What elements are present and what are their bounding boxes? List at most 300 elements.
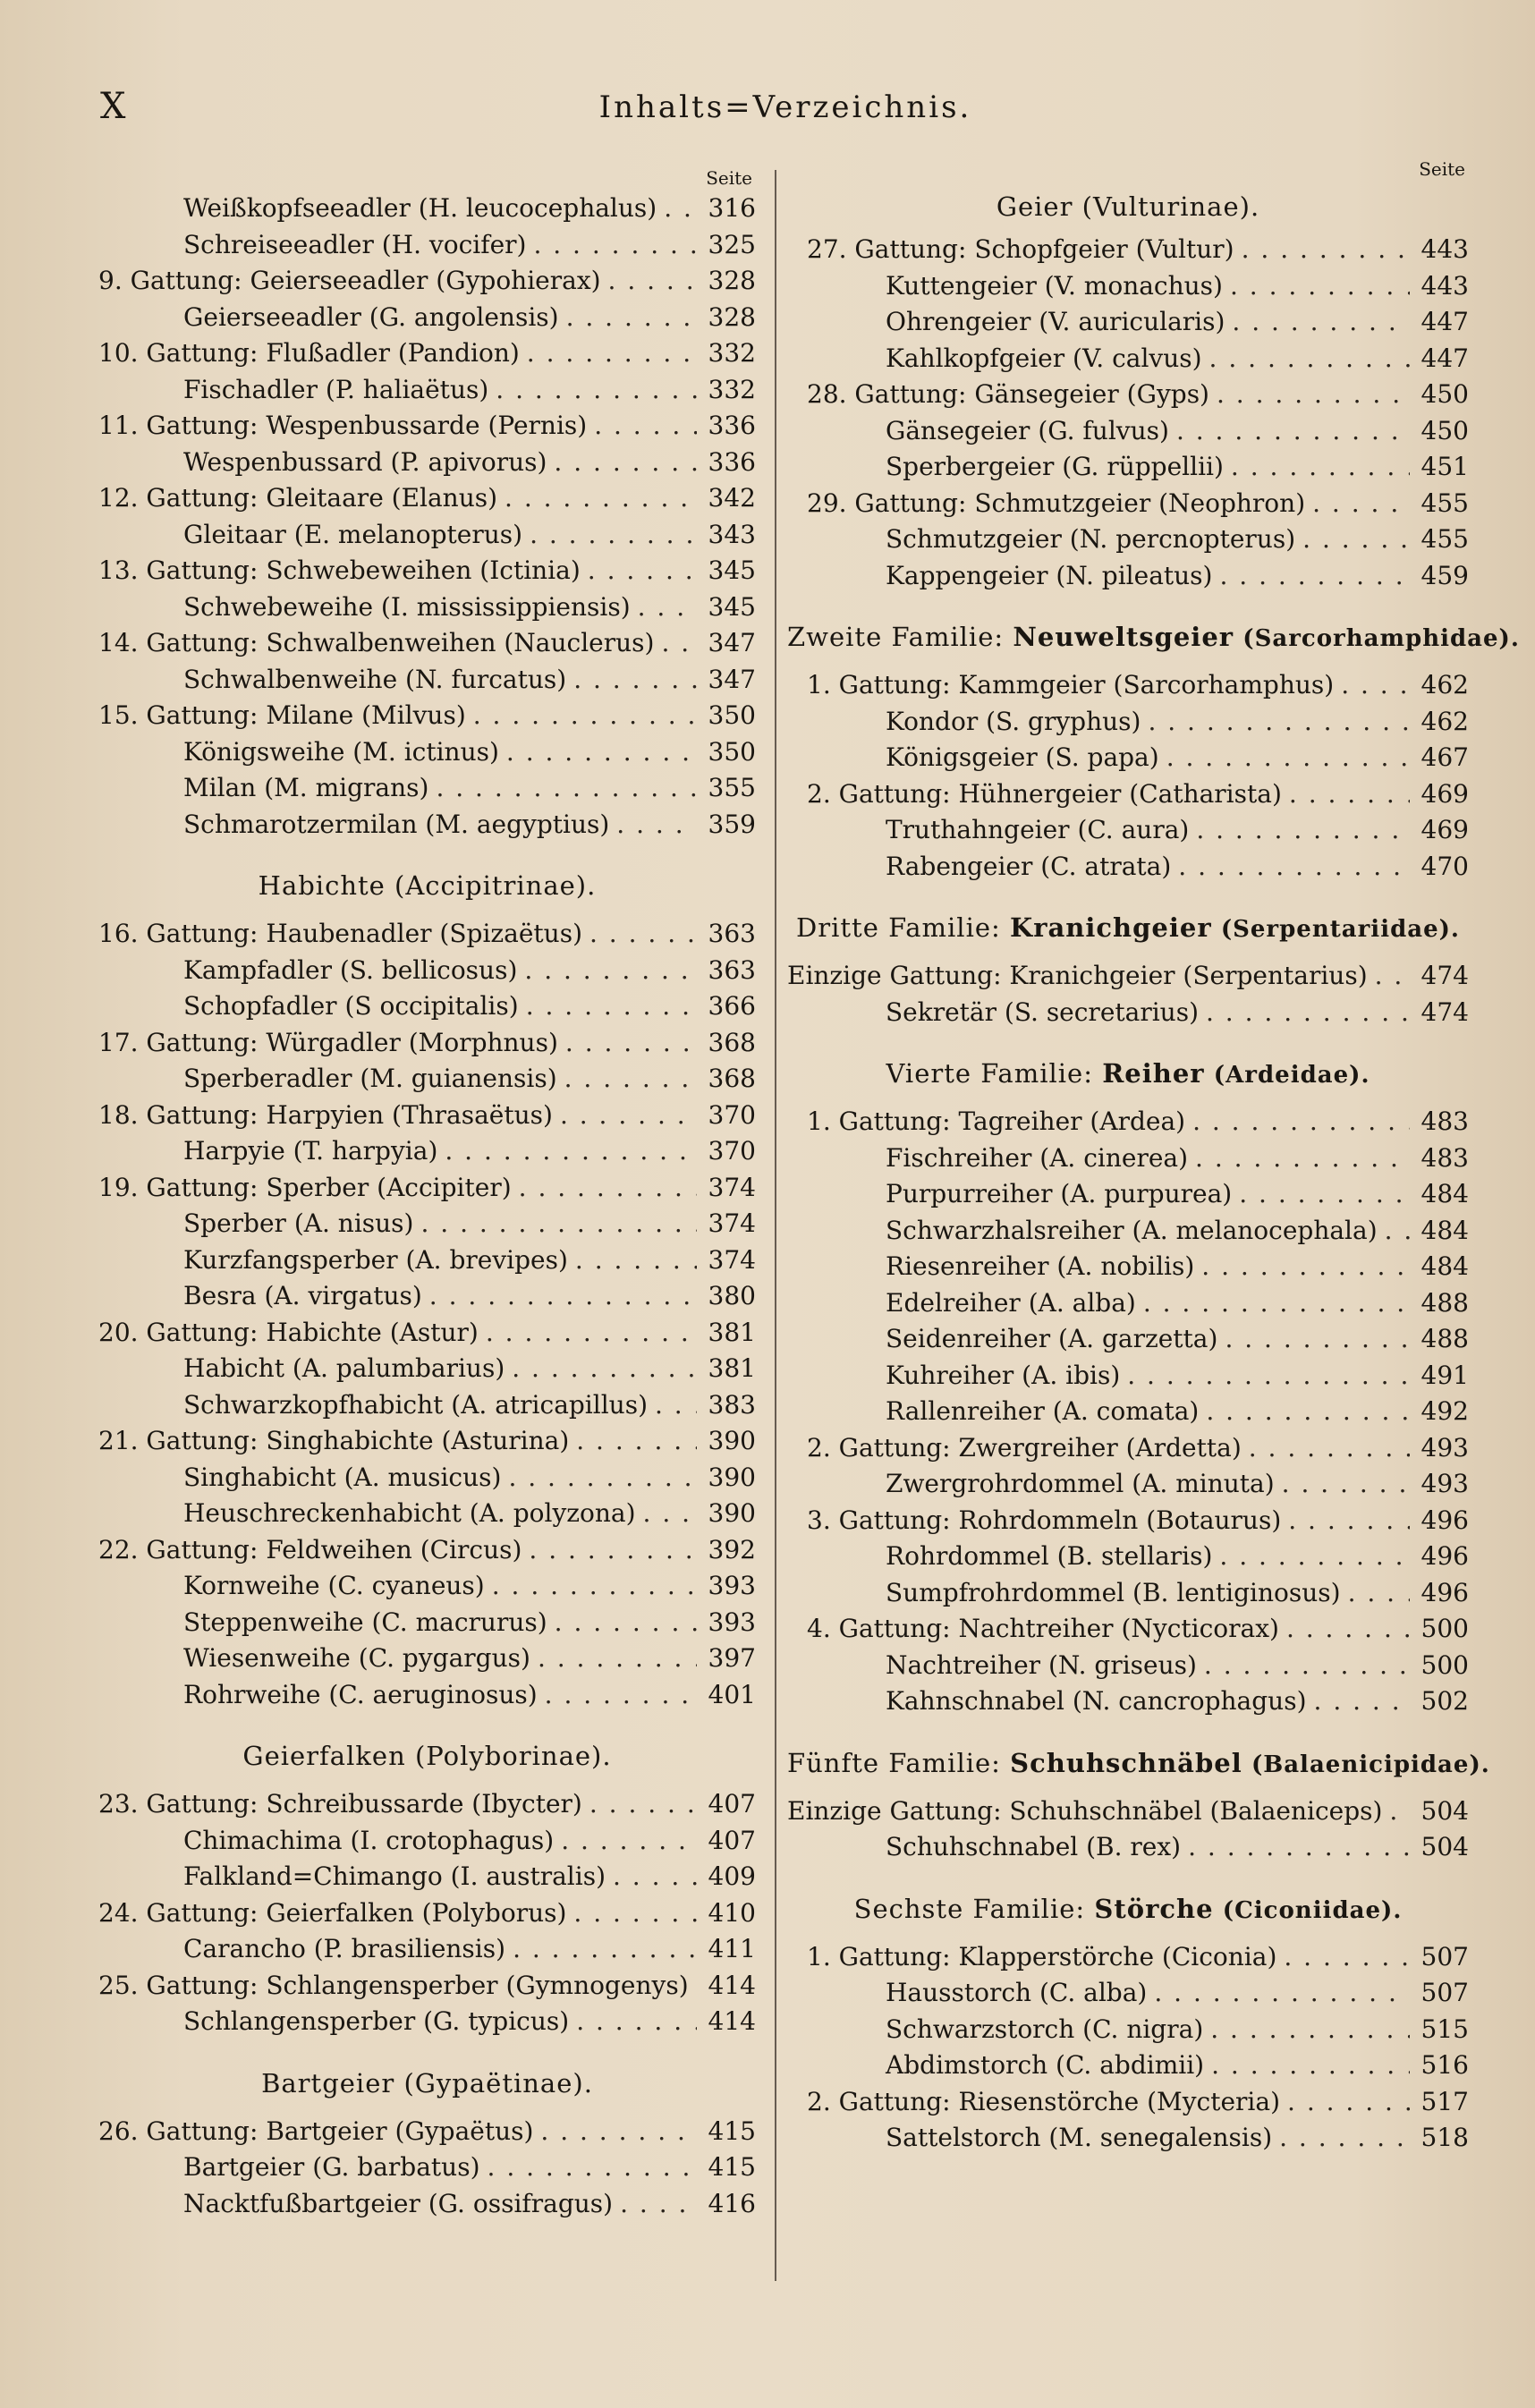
toc-species-entry <box>787 2012 1469 2048</box>
page-ref: 380 <box>708 1281 756 1310</box>
entry-title: Carancho (P. brasiliensis) <box>183 1934 506 1963</box>
page-ref: 374 <box>708 1244 756 1275</box>
entry-title: 23. Gattung: Schreibussarde (Ibycter) <box>98 1789 582 1819</box>
dot-leader <box>561 1823 697 1860</box>
entry-title: Schwarzstorch (C. nigra) <box>886 2014 1204 2044</box>
entry-title: 24. Gattung: Geierfalken (Polyborus) <box>98 1897 567 1928</box>
family-prefix: Dritte Familie: <box>796 912 1001 943</box>
toc-species-entry <box>98 372 756 409</box>
entry-title: 22. Gattung: Feldweihen (Circus) <box>98 1534 522 1564</box>
dot-leader <box>620 2186 697 2223</box>
dot-leader <box>473 698 697 734</box>
subfamily-heading: Habichte (Accipitrinae). <box>258 870 597 901</box>
toc-genus-entry <box>98 408 756 445</box>
family-prefix: Vierte Familie: <box>886 1058 1093 1089</box>
page-ref: 474 <box>1421 996 1469 1027</box>
entry-title: Milan (M. migrans) <box>183 773 429 802</box>
entry-title: 17. Gattung: Würgadler (Morphnus) <box>98 1027 558 1057</box>
dot-leader <box>524 953 697 989</box>
page-ref: 416 <box>708 2188 756 2218</box>
dot-leader <box>661 625 697 662</box>
toc-species-entry <box>98 1206 756 1242</box>
page-ref: 474 <box>1421 961 1469 990</box>
page-ref: 370 <box>708 1136 756 1166</box>
entry-title: 1. Gattung: Klapperstörche (Ciconia) <box>807 1941 1277 1971</box>
dot-leader <box>1282 1466 1410 1503</box>
entry-title: Kahnschnabel (N. cancrophagus) <box>886 1686 1307 1716</box>
dot-leader <box>1341 667 1410 704</box>
dot-leader <box>1348 1575 1410 1612</box>
toc-genus-entry <box>787 1430 1469 1467</box>
page-ref: 345 <box>708 591 756 622</box>
entry-title: Heuschreckenhabicht (A. polyzona) <box>183 1498 636 1528</box>
toc-species-entry <box>787 1466 1469 1503</box>
dot-leader <box>655 1387 697 1424</box>
dot-leader <box>429 1278 697 1315</box>
entry-title: 15. Gattung: Milane (Milvus) <box>98 700 466 730</box>
dot-leader <box>1188 1829 1410 1866</box>
page-ref: 350 <box>708 700 756 730</box>
dot-leader <box>1143 1285 1410 1322</box>
toc-species-entry <box>787 1648 1469 1684</box>
toc-species-entry <box>787 2048 1469 2084</box>
entry-title: Seidenreiher (A. garzetta) <box>886 1324 1218 1353</box>
page-ref: 502 <box>1421 1686 1469 1716</box>
dot-leader <box>576 2004 697 2040</box>
page-ref: 504 <box>1421 1832 1469 1861</box>
entry-title: Weißkopfseeadler (H. leucocephalus) <box>183 193 657 223</box>
toc-species-entry <box>98 1605 756 1641</box>
toc-species-entry <box>787 1140 1469 1177</box>
entry-title: Hausstorch (C. alba) <box>886 1978 1148 2007</box>
dot-leader <box>1209 341 1410 377</box>
dot-leader <box>1230 268 1410 305</box>
page-ref: 383 <box>708 1389 756 1420</box>
toc-species-entry <box>98 953 756 989</box>
dot-leader <box>420 1206 697 1242</box>
entry-title: 18. Gattung: Harpyien (Thrasaëtus) <box>98 1099 553 1130</box>
family-heading <box>787 1030 1469 1104</box>
entry-title: Kampfadler (S. bellicosus) <box>183 954 518 985</box>
dot-leader <box>1219 1539 1410 1575</box>
toc-species-entry <box>787 521 1469 558</box>
toc-species-entry <box>98 1641 756 1677</box>
toc-species-entry <box>787 1176 1469 1213</box>
toc-genus-entry <box>98 480 756 517</box>
dot-leader <box>1284 1939 1410 1976</box>
dot-leader <box>1166 740 1410 776</box>
entry-title: Fischadler (P. haliaëtus) <box>183 374 489 404</box>
page-ref: 491 <box>1421 1360 1469 1390</box>
toc-species-entry <box>787 449 1469 486</box>
dot-leader <box>1302 521 1410 558</box>
toc-species-entry <box>787 1683 1469 1720</box>
entry-title: Schwarzhalsreiher (A. melanocephala) <box>886 1215 1378 1245</box>
dot-leader <box>1204 1648 1410 1684</box>
page-ref: 368 <box>708 1064 756 1093</box>
toc-species-entry <box>787 740 1469 776</box>
toc-genus-entry <box>787 1611 1469 1648</box>
entry-title: 10. Gattung: Flußadler (Pandion) <box>98 338 520 368</box>
entry-title: Rallenreiher (A. comata) <box>886 1396 1200 1426</box>
entry-title: 4. Gattung: Nachtreiher (Nycticorax) <box>807 1614 1279 1643</box>
dot-leader <box>1239 1176 1410 1213</box>
page-ref: 363 <box>708 919 756 948</box>
dot-leader <box>1176 413 1410 450</box>
entry-title: Bartgeier (G. barbatus) <box>183 2152 480 2182</box>
dot-leader <box>529 1532 697 1569</box>
dot-leader <box>576 1423 697 1460</box>
dot-leader <box>560 1098 697 1134</box>
page-ref: 462 <box>1421 670 1469 700</box>
entry-title: Schmarotzermilan (M. aegyptius) <box>183 809 610 839</box>
page-ref: 347 <box>708 628 756 657</box>
entry-title: Steppenweihe (C. macrurus) <box>183 1607 547 1637</box>
page-ref: 496 <box>1421 1541 1469 1571</box>
toc-genus-entry <box>98 1315 756 1352</box>
page-ref: 414 <box>708 1970 756 2000</box>
page-ref: 493 <box>1421 1469 1469 1498</box>
page-ref: 343 <box>708 519 756 549</box>
entry-title: Wiesenweihe (C. pygargus) <box>183 1643 530 1673</box>
toc-species-entry <box>98 1823 756 1860</box>
dot-leader <box>1287 2084 1410 2121</box>
toc-species-entry <box>98 227 756 264</box>
toc-genus-entry <box>98 1170 756 1207</box>
entry-title: Schwalbenweihe (N. furcatus) <box>183 664 567 694</box>
page-ref: 455 <box>1421 524 1469 554</box>
entry-title: Kuhreiher (A. ibis) <box>886 1360 1121 1390</box>
dot-leader <box>1312 486 1410 522</box>
dot-leader <box>1192 1104 1410 1140</box>
page-ref: 393 <box>708 1571 756 1600</box>
page-ref: 411 <box>708 1934 756 1963</box>
page-ref: 483 <box>1421 1142 1469 1173</box>
entry-title: Rohrweihe (C. aeruginosus) <box>183 1679 538 1709</box>
dot-leader <box>1286 1611 1410 1648</box>
toc-genus-entry <box>98 916 756 953</box>
dot-leader <box>643 1496 697 1532</box>
toc-species-entry <box>787 1249 1469 1285</box>
page-ref: 410 <box>708 1897 756 1928</box>
family-prefix: Fünfte Familie: <box>787 1747 1001 1778</box>
entry-title: Truthahngeier (C. aura) <box>886 815 1190 844</box>
page-ref: 409 <box>708 1861 756 1891</box>
entry-title: 2. Gattung: Zwergreiher (Ardetta) <box>807 1432 1242 1463</box>
seite-label: Seite <box>706 167 752 189</box>
dot-leader <box>589 916 697 953</box>
toc-species-entry <box>98 1496 756 1532</box>
family-prefix: Sechste Familie: <box>853 1893 1086 1924</box>
dot-leader <box>1148 704 1410 741</box>
page-ref: 467 <box>1421 742 1469 772</box>
toc-species-entry <box>98 807 756 844</box>
entry-title: Kahlkopfgeier (V. calvus) <box>886 343 1202 373</box>
entry-title: 3. Gattung: Rohrdommeln (Botaurus) <box>807 1505 1282 1535</box>
entry-title: 14. Gattung: Schwalbenweihen (Nauclerus) <box>98 628 655 657</box>
dot-leader <box>573 1895 697 1932</box>
page-ref: 500 <box>1421 1614 1469 1643</box>
page-ref: 504 <box>1421 1795 1469 1826</box>
page-ref: 516 <box>1421 2050 1469 2080</box>
dot-leader <box>1231 449 1410 486</box>
dot-leader <box>1249 1430 1410 1467</box>
toc-genus-entry <box>98 1423 756 1460</box>
toc-species-entry <box>787 995 1469 1031</box>
entry-title: Abdimstorch (C. abdimii) <box>886 2050 1205 2080</box>
toc-genus-entry <box>98 1968 756 2005</box>
seite-label: Seite <box>1419 158 1465 180</box>
page-ref: 451 <box>1421 452 1469 481</box>
family-latin: (Sarcorhamphidae). <box>1242 625 1520 652</box>
toc-genus-entry <box>98 1025 756 1062</box>
dot-leader <box>526 988 697 1025</box>
dot-leader <box>492 1568 697 1605</box>
entry-title: Königsweihe (M. ictinus) <box>183 736 499 767</box>
page-ref: 459 <box>1421 560 1469 590</box>
page-ref: 415 <box>708 2115 756 2146</box>
entry-title: 2. Gattung: Riesenstörche (Mycteria) <box>807 2086 1281 2116</box>
toc-genus-entry <box>787 486 1469 522</box>
dot-leader <box>506 734 697 771</box>
entry-title: Fischreiher (A. cinerea) <box>886 1142 1189 1173</box>
page-ref: 392 <box>708 1534 756 1564</box>
toc-genus-entry <box>787 2084 1469 2121</box>
entry-title: 21. Gattung: Singhabichte (Asturina) <box>98 1426 570 1455</box>
dot-leader <box>1289 776 1410 813</box>
page-ref: 390 <box>708 1462 756 1492</box>
page-ref: 469 <box>1421 778 1469 809</box>
toc-species-entry <box>787 1539 1469 1575</box>
page-ref: 507 <box>1421 1978 1469 2007</box>
dot-leader <box>540 2114 697 2150</box>
dot-leader <box>1242 232 1410 268</box>
page-ref: 368 <box>708 1027 756 1057</box>
toc-species-entry <box>98 734 756 771</box>
dot-leader <box>1206 995 1410 1031</box>
entry-title: Schwarzkopfhabicht (A. atricapillus) <box>183 1389 648 1420</box>
page-ref: 450 <box>1421 415 1469 445</box>
toc-species-entry <box>787 1213 1469 1250</box>
toc-species-entry <box>98 1242 756 1279</box>
entry-title: Sperbergeier (G. rüppellii) <box>886 452 1224 481</box>
dot-leader <box>1389 1793 1410 1830</box>
page-ref: 447 <box>1421 307 1469 336</box>
entry-title: Schopfadler (S occipitalis) <box>183 991 519 1021</box>
entry-title: Besra (A. virgatus) <box>183 1281 422 1310</box>
entry-title: Nachtreiher (N. griseus) <box>886 1649 1197 1680</box>
family-prefix: Zweite Familie: <box>787 622 1005 652</box>
entry-title: Schmutzgeier (N. percnopterus) <box>886 524 1296 554</box>
toc-genus-entry <box>787 1939 1469 1976</box>
toc-species-entry <box>98 589 756 626</box>
dot-leader <box>613 1859 697 1895</box>
page-ref: 350 <box>708 736 756 767</box>
page-ref: 366 <box>708 991 756 1021</box>
entry-title: Sattelstorch (M. senegalensis) <box>886 2123 1273 2152</box>
page-ref: 462 <box>1421 706 1469 736</box>
entry-title: 19. Gattung: Sperber (Accipiter) <box>98 1172 512 1202</box>
page-ref: 401 <box>708 1679 756 1709</box>
toc-species-entry <box>98 1677 756 1714</box>
page-ref: 381 <box>708 1353 756 1383</box>
dot-leader <box>1279 2120 1410 2157</box>
toc-species-entry <box>787 268 1469 305</box>
page-ref: 332 <box>708 338 756 368</box>
dot-leader <box>1195 1140 1410 1177</box>
family-heading <box>787 1866 1469 1939</box>
page-ref: 336 <box>708 446 756 477</box>
entry-title: Gleitaar (E. melanopterus) <box>183 519 523 549</box>
family-name: Kranichgeier <box>1010 912 1212 943</box>
dot-leader <box>589 1786 697 1823</box>
family-latin: (Serpentariidae). <box>1220 916 1460 943</box>
entry-title: 26. Gattung: Bartgeier (Gypaëtus) <box>98 2115 534 2146</box>
toc-species-entry <box>787 849 1469 886</box>
entry-title: Habicht (A. palumbarius) <box>183 1353 505 1383</box>
page-ref: 483 <box>1421 1106 1469 1136</box>
dot-leader <box>512 1351 697 1387</box>
dot-leader <box>616 807 697 844</box>
family-latin: (Ardeidae). <box>1213 1062 1370 1089</box>
running-title: Inhalts=Verzeichnis. <box>598 89 972 125</box>
dot-leader <box>1211 2048 1410 2084</box>
page-ref: 347 <box>708 664 756 694</box>
page-ref: 493 <box>1421 1432 1469 1463</box>
page-ref: 517 <box>1421 2086 1469 2116</box>
page-ref: 470 <box>1421 851 1469 881</box>
subfamily-heading: Geierfalken (Polyborinae). <box>242 1741 612 1771</box>
entry-title: Kurzfangsperber (A. brevipes) <box>183 1244 568 1275</box>
entry-title: Harpyie (T. harpyia) <box>183 1136 438 1166</box>
entry-title: 27. Gattung: Schopfgeier (Vultur) <box>807 234 1234 264</box>
page-ref: 381 <box>708 1317 756 1347</box>
dot-leader <box>564 1061 697 1098</box>
dot-leader <box>538 1641 697 1677</box>
toc-species-entry <box>787 1394 1469 1430</box>
entry-title: Sekretär (S. secretarius) <box>886 996 1199 1027</box>
toc-species-entry <box>787 558 1469 595</box>
toc-species-entry <box>98 445 756 481</box>
toc-genus-entry <box>787 377 1469 413</box>
toc-species-entry <box>98 2149 756 2186</box>
page-ref: 518 <box>1421 2123 1469 2152</box>
toc-species-entry <box>98 517 756 554</box>
page-ref: 363 <box>708 954 756 985</box>
toc-genus-entry <box>787 667 1469 704</box>
toc-genus-entry <box>98 1895 756 1932</box>
page-ref: 316 <box>708 193 756 223</box>
toc-genus-entry <box>98 1786 756 1823</box>
dot-leader <box>696 1968 697 2005</box>
page-ref: 359 <box>708 809 756 839</box>
toc-species-entry <box>98 1133 756 1170</box>
page-ref: 414 <box>708 2006 756 2036</box>
toc-genus-entry <box>98 335 756 372</box>
entry-title: 9. Gattung: Geierseeadler (Gypohierax) <box>98 266 601 295</box>
dot-leader <box>1201 1249 1410 1285</box>
toc-species-entry <box>787 1321 1469 1358</box>
toc-species-entry <box>98 1931 756 1968</box>
page-ref: 507 <box>1421 1941 1469 1971</box>
family-name: Störche <box>1094 1893 1214 1924</box>
page-ref: 390 <box>708 1498 756 1528</box>
entry-title: Kappengeier (N. pileatus) <box>886 560 1213 590</box>
toc-species-entry <box>98 1061 756 1098</box>
entry-title: Kondor (S. gryphus) <box>886 706 1141 736</box>
entry-title: Chimachima (I. crotophagus) <box>183 1825 555 1855</box>
toc-genus-entry <box>98 553 756 589</box>
toc-species-entry <box>98 2004 756 2040</box>
toc-species-entry <box>98 1460 756 1497</box>
dot-leader <box>527 335 697 372</box>
dot-leader <box>1154 1975 1410 2012</box>
toc-species-entry <box>98 1859 756 1895</box>
page-ref: 407 <box>708 1789 756 1819</box>
page-ref: 443 <box>1421 270 1469 301</box>
dot-leader <box>588 553 697 589</box>
page-ref: 336 <box>708 411 756 440</box>
subfamily-heading: Bartgeier (Gypaëtinae). <box>261 2067 593 2099</box>
toc-species-entry <box>98 1387 756 1424</box>
toc-species-entry <box>98 988 756 1025</box>
page-ref: 496 <box>1421 1505 1469 1535</box>
dot-leader <box>513 1931 697 1968</box>
toc-species-entry <box>787 1285 1469 1322</box>
entry-title: 2. Gattung: Hühnergeier (Catharista) <box>807 778 1282 809</box>
entry-title: Rohrdommel (B. stellaris) <box>886 1541 1213 1571</box>
dot-leader <box>575 1242 697 1279</box>
entry-title: Nacktfußbartgeier (G. ossifragus) <box>183 2188 614 2218</box>
toc-genus-entry <box>787 232 1469 268</box>
page-ref: 455 <box>1421 488 1469 518</box>
page-header <box>100 86 1435 140</box>
entry-title: Schreiseeadler (H. vocifer) <box>183 229 527 259</box>
family-name: Reiher <box>1102 1058 1205 1089</box>
page-ref: 332 <box>708 374 756 404</box>
entry-title: 11. Gattung: Wespenbussarde (Pernis) <box>98 411 588 440</box>
entry-title: Einzige Gattung: Schuhschnäbel (Balaeniceps) <box>787 1795 1383 1826</box>
entry-title: 1. Gattung: Kammgeier (Sarcorhamphus) <box>807 670 1335 700</box>
entry-title: Rabengeier (C. atrata) <box>886 851 1172 881</box>
page-ref: 443 <box>1421 234 1469 264</box>
page-ref: 484 <box>1421 1179 1469 1208</box>
entry-title: Sumpfrohrdommel (B. lentiginosus) <box>886 1577 1341 1607</box>
toc-species-entry <box>98 191 756 227</box>
entry-title: 20. Gattung: Habichte (Astur) <box>98 1317 479 1347</box>
family-name: Schuhschnäbel <box>1010 1747 1242 1778</box>
page-ref: 484 <box>1421 1251 1469 1281</box>
entry-title: Gänsegeier (G. fulvus) <box>886 415 1169 445</box>
family-heading <box>787 594 1520 667</box>
page-ref: 496 <box>1421 1577 1469 1607</box>
toc-species-entry <box>787 1829 1469 1866</box>
page-ref: 450 <box>1421 379 1469 409</box>
toc-genus-entry <box>98 263 756 300</box>
entry-title: Kuttengeier (V. monachus) <box>886 270 1223 301</box>
page-ref: 447 <box>1421 343 1469 373</box>
dot-leader <box>1217 377 1410 413</box>
entry-title: Singhabicht (A. musicus) <box>183 1462 502 1492</box>
family-name: Neuweltsgeier <box>1013 622 1234 652</box>
family-heading <box>787 1720 1490 1793</box>
toc-genus-entry <box>787 776 1469 813</box>
family-latin: (Ciconiidae). <box>1222 1896 1403 1924</box>
page-ref: 492 <box>1421 1396 1469 1426</box>
toc-species-entry <box>787 812 1469 849</box>
entry-title: Zwergrohrdommel (A. minuta) <box>886 1469 1275 1498</box>
dot-leader <box>1210 2012 1410 2048</box>
